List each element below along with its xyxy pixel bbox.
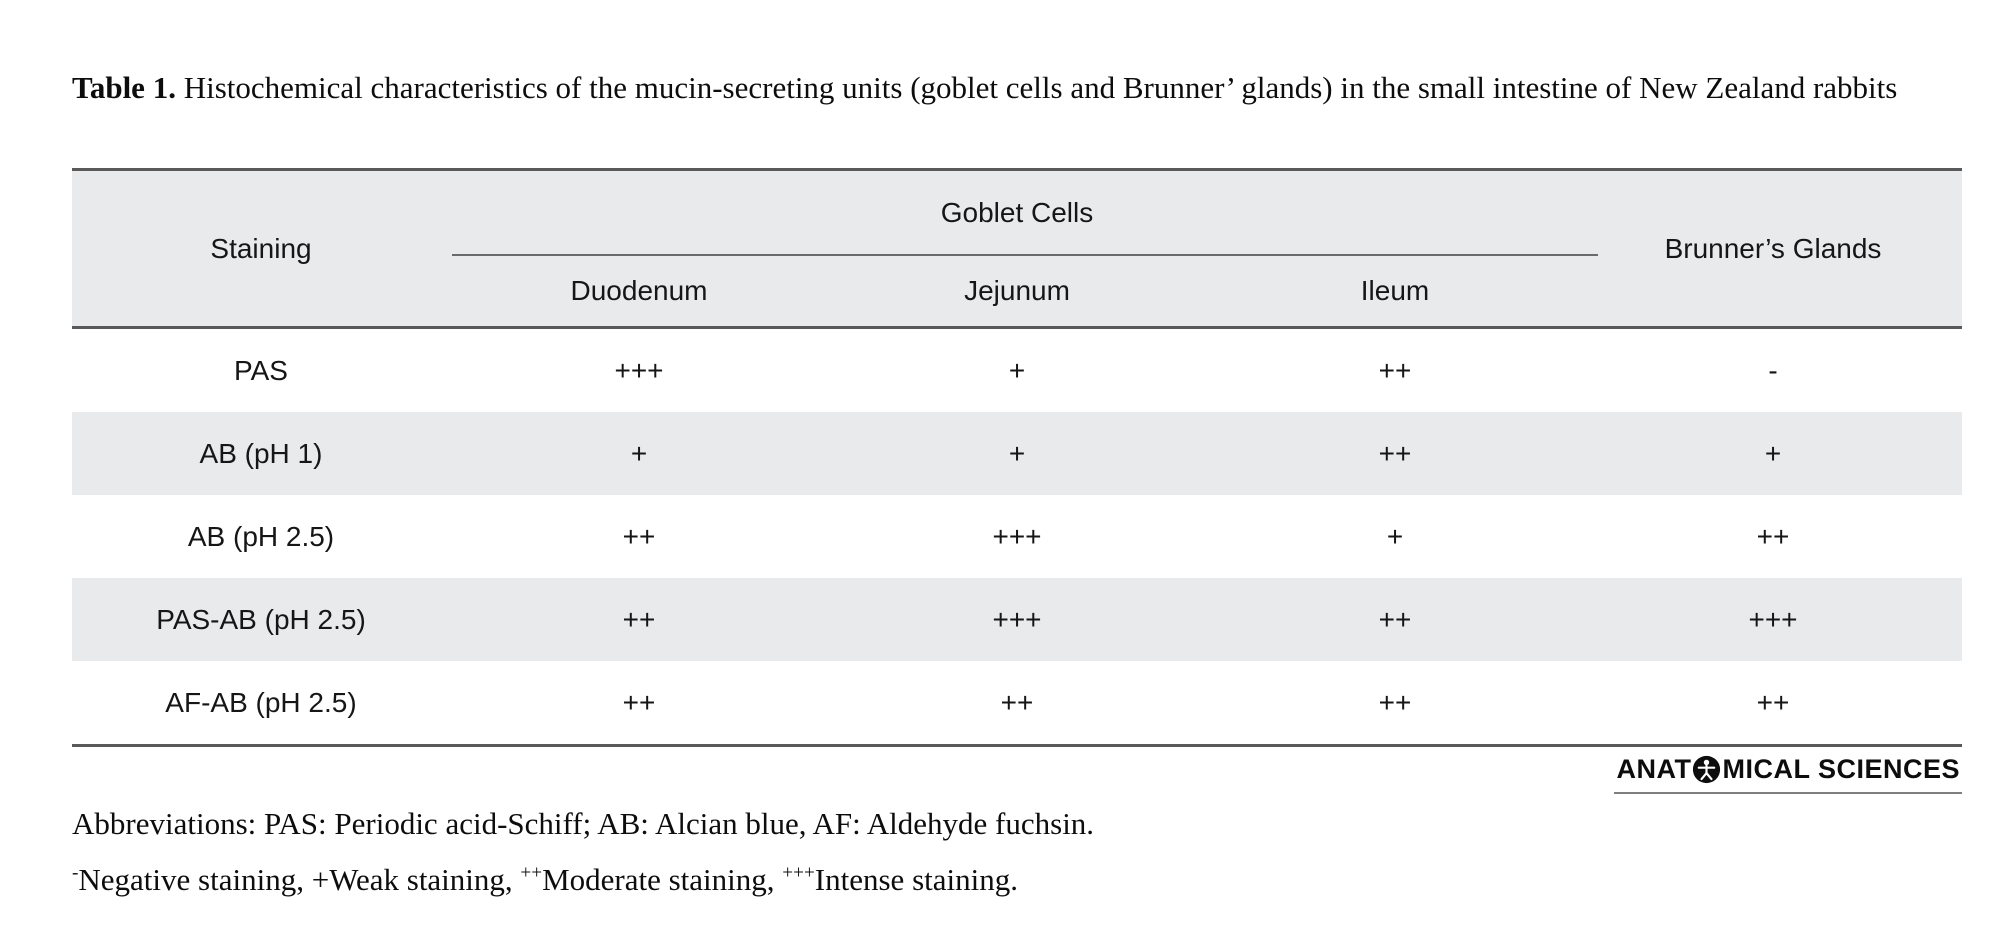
cell-staining: AF-AB (pH 2.5) <box>165 686 357 718</box>
cell-ileum: ++ <box>1378 603 1412 635</box>
cell-brunners: +++ <box>1748 603 1798 635</box>
cell-staining: AB (pH 1) <box>199 437 323 469</box>
legend-text-negative: Negative staining, <box>78 862 312 897</box>
cell-jejunum: + <box>1008 354 1026 386</box>
header-goblet-cells-group <box>450 171 1584 326</box>
legend-symbol-intense: +++ <box>782 862 815 884</box>
cell-staining: AB (pH 2.5) <box>187 520 335 552</box>
cell-brunners: ++ <box>1756 686 1790 718</box>
header-goblet-cells: Goblet Cells <box>940 196 1094 228</box>
cell-duodenum: +++ <box>614 354 664 386</box>
cell-duodenum: ++ <box>622 520 656 552</box>
table-row <box>72 661 1962 744</box>
table-caption <box>72 66 1967 110</box>
legend-text-moderate: Moderate staining, <box>542 862 783 897</box>
legend-symbol-negative: - <box>72 862 79 884</box>
cell-brunners: - <box>1768 354 1778 386</box>
table-row <box>72 495 1962 578</box>
cell-ileum: ++ <box>1378 354 1412 386</box>
cell-duodenum: + <box>630 437 648 469</box>
logo-text-right: MICAL SCIENCES <box>1722 754 1960 784</box>
cell-jejunum: +++ <box>992 520 1042 552</box>
legend-symbol-weak: + <box>311 862 330 897</box>
staining-legend-footnote <box>72 862 1962 898</box>
cell-duodenum: ++ <box>622 686 656 718</box>
cell-duodenum: ++ <box>622 603 656 635</box>
cell-ileum: ++ <box>1378 437 1412 469</box>
table-caption-text: Histochemical characteristics of the mucin-secreting units (goblet cells and Brunner’ glands) in the small intestine of New Zealand rabbits <box>175 70 1898 105</box>
logo-text-left: ANAT <box>1616 754 1692 784</box>
header-jejunum: Jejunum <box>964 275 1070 306</box>
cell-staining: PAS <box>234 354 288 386</box>
header-ileum: Ileum <box>1360 275 1430 306</box>
cell-staining: PAS-AB (pH 2.5) <box>156 603 366 635</box>
header-staining: Staining <box>210 232 312 264</box>
legend-text-intense: Intense staining. <box>814 862 1018 897</box>
table-row <box>72 329 1962 412</box>
header-duodenum: Duodenum <box>570 275 708 306</box>
cell-jejunum: ++ <box>1000 686 1034 718</box>
table-header <box>72 171 1962 329</box>
cell-ileum: ++ <box>1378 686 1412 718</box>
vitruvian-man-icon <box>1692 755 1721 784</box>
histochemistry-table <box>72 168 1962 747</box>
cell-jejunum: +++ <box>992 603 1042 635</box>
header-brunners-glands: Brunner’s Glands <box>1664 232 1882 264</box>
anatomical-sciences-logo <box>1614 752 1962 794</box>
cell-brunners: + <box>1764 437 1782 469</box>
cell-ileum: + <box>1386 520 1404 552</box>
legend-symbol-moderate: ++ <box>520 862 543 884</box>
header-subcolumns <box>450 256 1584 326</box>
table-row <box>72 578 1962 661</box>
legend-text-weak: Weak staining, <box>329 862 521 897</box>
cell-brunners: ++ <box>1756 520 1790 552</box>
table-caption-label: Table 1. <box>72 70 176 105</box>
abbreviations-footnote: Abbreviations: PAS: Periodic acid-Schiff; AB: Alcian blue, AF: Aldehyde fuchsin. <box>72 806 1095 841</box>
table-row <box>72 412 1962 495</box>
table-body <box>72 329 1962 744</box>
cell-jejunum: + <box>1008 437 1026 469</box>
